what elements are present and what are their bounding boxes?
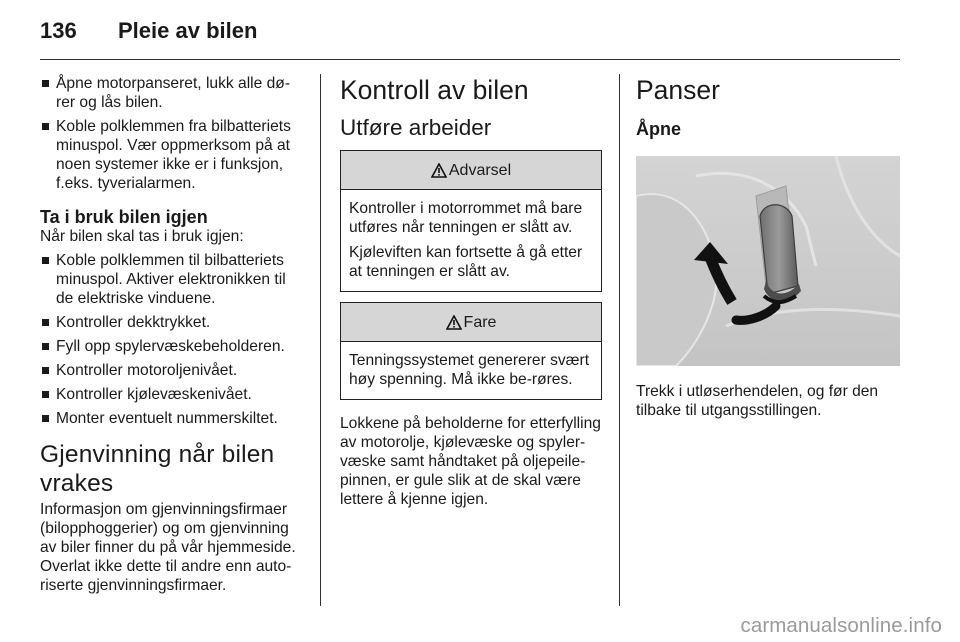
column-divider [320, 74, 321, 606]
page-number: 136 [40, 18, 77, 43]
list-item: Kontroller dekktrykket. [40, 313, 302, 332]
list-item: Koble polklemmen til bilbatteriets minuspol. Aktiver elektronikken til de elektriske vinduene. [40, 251, 302, 308]
column-divider [619, 74, 620, 606]
section-intro: Når bilen skal tas i bruk igjen: [40, 228, 244, 245]
warning-icon [431, 163, 447, 178]
warning-text: Kjøleviften kan fortsette å gå etter at tenningen er slått av. [349, 244, 583, 280]
page-header-title: Pleie av bilen [118, 18, 258, 43]
list-item: Kontroller kjølevæskenivået. [40, 385, 302, 404]
recycling-text: Informasjon om gjenvinningsfirmaer (bilopphoggerier) og om gjenvinning av biler finner du på vår hjemmeside. Overlat ikke dette til andre enn auto-riserte gjenvinningsfirmaer. [40, 501, 296, 594]
section-title-hood: Panser [636, 75, 720, 105]
watermark: carmanualsonline.info [740, 614, 942, 637]
chapter-title: Kontroll av bilen [340, 75, 529, 105]
danger-box [340, 302, 602, 400]
preparation-list [40, 74, 302, 193]
column-middle [340, 74, 602, 509]
section-title-work: Utføre arbeider [340, 115, 492, 140]
figure-caption: Trekk i utløserhendelen, og før den tilbake til utgangsstillingen. [636, 383, 879, 419]
column-left [40, 74, 302, 595]
list-item: Koble polklemmen fra bilbatteriets minuspol. Vær oppmerksom på at noen systemer ikke er i funksjon, f.eks. tyverialarmen. [40, 117, 302, 193]
section-title-recycling: Gjenvinning når bilen vrakes [40, 441, 275, 497]
section-title-reuse: Ta i bruk bilen igjen [40, 207, 208, 227]
warning-box [340, 150, 602, 292]
hood-release-lever-illustration [636, 156, 900, 366]
warning-text: Kontroller i motorrommet må bare utføres når tenningen er slått av. [349, 200, 583, 236]
list-item: Åpne motorpanseret, lukk alle dø- rer og lås bilen. [40, 74, 302, 112]
list-item: Monter eventuelt nummerskiltet. [40, 409, 302, 428]
list-item: Kontroller motoroljenivået. [40, 361, 302, 380]
column-right [636, 74, 902, 420]
danger-box-body [341, 342, 601, 399]
reuse-checklist [40, 251, 302, 428]
danger-text: Tenningssystemet genererer svært høy spenning. Må ikke be-røres. [349, 352, 590, 388]
warning-box-body [341, 190, 601, 291]
warning-box-header [341, 151, 601, 190]
list-item: Fyll opp spylervæskebeholderen. [40, 337, 302, 356]
danger-heading: Fare [463, 313, 497, 331]
fluid-caps-paragraph: Lokkene på beholderne for etterfylling av motorolje, kjølevæske og spyler-væske samt håndtaket på oljepeile-pinnen, er gule slik at de skal være lettere å kjenne igjen. [340, 415, 601, 508]
warning-icon [446, 315, 462, 330]
header-rule [40, 59, 900, 60]
danger-box-header [341, 303, 601, 342]
subsection-title-open: Åpne [636, 119, 681, 139]
warning-heading: Advarsel [448, 161, 512, 179]
